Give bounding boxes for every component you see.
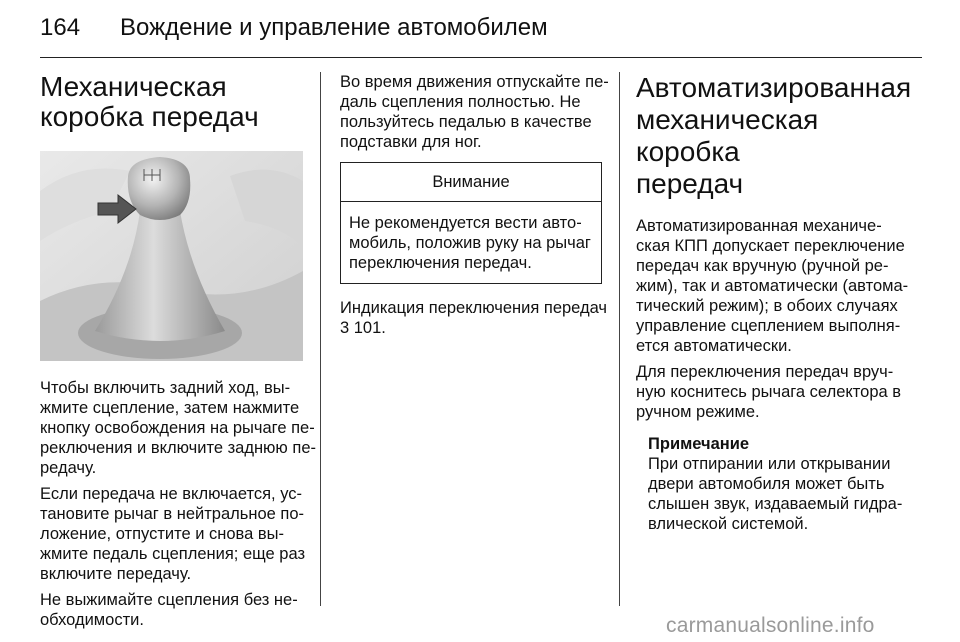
column-manual-gearbox-text [40,378,316,630]
warning-title: Внимание [341,163,601,202]
section-title-automated-gearbox: Автоматизированная механическая коробка передач [636,72,912,199]
paragraph-automated-description: Автоматизированная механиче- ская КПП допускает переключение передач как вручную (ручной ре- жим), так и автоматически (автома- тический режим); в обоих случаях управление сцеплением выполня- ется автоматически. [636,217,909,355]
column-automated-gearbox [636,72,912,534]
column-divider-1 [320,72,321,606]
column-clutch [340,72,609,338]
note-title: Примечание [648,435,750,453]
page-header [0,0,960,60]
gear-shift-figure [40,151,303,361]
paragraph-shift-indicator: Индикация переключения передач 3 101. [340,299,608,337]
header-divider [40,57,922,58]
warning-body: Не рекомендуется вести авто- мобиль, положив руку на рычаг переключения передач. [349,214,591,272]
note-block [636,434,904,534]
warning-box [340,162,602,284]
column-manual-gearbox [40,72,303,132]
paragraph-clutch-advice: Не выжимайте сцепления без не- обходимости. [40,591,298,629]
gear-shift-lever-illustration [40,151,303,361]
paragraph-manual-mode: Для переключения передач вруч- ную коснитесь рычага селектора в ручном режиме. [636,363,902,421]
paragraph-reverse-gear: Чтобы включить задний ход, вы- жмите сцепление, затем нажмите кнопку освобождения на рычаге пе- реключения и включите заднюю пе- редачу. [40,379,316,477]
page-number: 164 [40,14,81,41]
watermark: carmanualsonline.info [666,614,875,637]
chapter-title: Вождение и управление автомобилем [120,14,548,41]
paragraph-gear-not-engaging: Если передача не включается, ус- тановите рычаг в нейтральное по- ложение, отпустите и снова вы- жмите педаль сцепления; еще раз включите передачу. [40,485,306,583]
section-title-manual-gearbox: Механическая коробка передач [40,71,259,132]
page-reference-link[interactable]: 3 101. [340,319,386,337]
note-body: При отпирании или открывании двери автомобиля может быть слышен звук, издаваемый гидра- влической системой. [648,455,903,533]
column-divider-2 [619,72,620,606]
paragraph-clutch-release: Во время движения отпускайте пе- даль сцепления полностью. Не пользуйтесь педалью в качестве подставки для ног. [340,73,609,151]
